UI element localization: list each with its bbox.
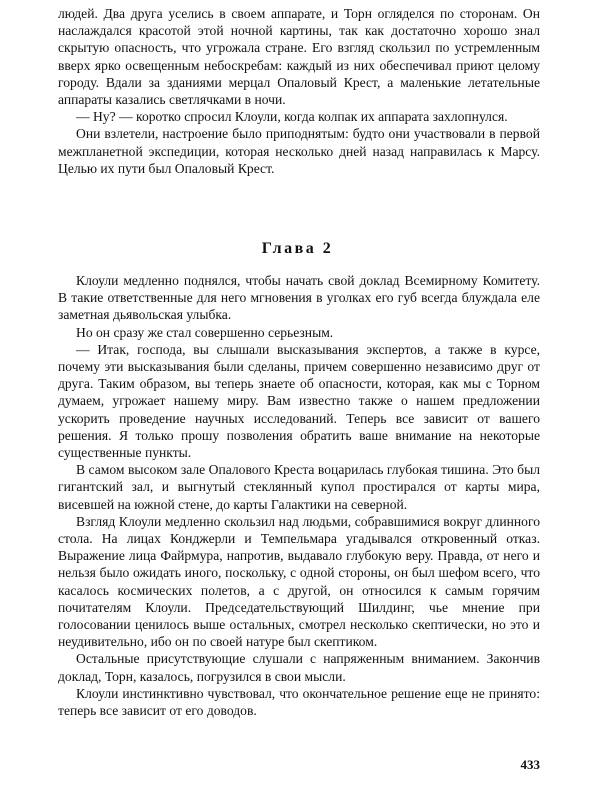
paragraph: В самом высоком зале Опалового Креста воцарилась глубокая тишина. Это был гигантский зал, и выгнутый стеклянный купол простирался от карты мира, висевшей на южной стене, до карты Галактики на северной. xyxy=(58,462,540,512)
page-number: 433 xyxy=(520,757,540,772)
chapter-text xyxy=(58,272,540,719)
paragraph: — Ну? — коротко спросил Клоули, когда колпак их аппарата захлопнулся. xyxy=(76,109,508,125)
paragraph: Клоули медленно поднялся, чтобы начать свой доклад Всемирному Комитету. В такие ответственные для него мгновения в уголках его губ всегда блуждала еле заметная дьявольская улыбка. xyxy=(58,273,540,323)
paragraph: Взгляд Клоули медленно скользил над людьми, собравшимися вокруг длинного стола. На лицах Конджерли и Темпельмара угадывался откровенный отказ. Выражение лица Файрмура, напротив, выдавало глубокую веру. Правда, от него и нельзя было ожидать иного, поскольку, с одной стороны, он был шефом всего, что касалось космических полетов, а с другой, он относился к самым горячим почитателям Клоули. Председательствующий Шилдинг, чье мнение при голосовании ценилось выше остальных, смотрел несколько скептически, но это и неудивительно, ибо он по своей натуре был скептиком. xyxy=(58,513,540,650)
paragraph: людей. Два друга уселись в своем аппарате, и Торн огляделся по сторонам. Он наслаждался красотой этой ночной картины, так как достаточно хорошо знал скрытую опасность, что угрожала стране. Его взгляд скользил по устремленным вверх ярко освещенным небоскребам: каждый из них обеспечивал приют целому городу. Вдали за зданиями мерцал Опаловый Крест, а маленькие летательные аппараты казались светлячками в ночи. xyxy=(58,6,540,108)
paragraph: Но он сразу же стал совершенно серьезным. xyxy=(76,324,334,340)
paragraph: Клоули инстинктивно чувствовал, что окончательное решение еще не принято: теперь все зависит от его доводов. xyxy=(58,685,540,719)
paragraph: Остальные присутствующие слушали с напряженным вниманием. Закончив доклад, Торн, казалось, погрузился в свои мысли. xyxy=(58,651,540,684)
chapter-heading: Глава 2 xyxy=(261,240,334,257)
paragraph: — Итак, господа, вы слышали высказывания экспертов, а также в курсе, почему эти высказывания были сделаны, причем совершенно независимо друг от друга. Таким образом, вы теперь знаете об опасности, которая, как мы с Торном думаем, угрожает нашему миру. Вам известно также о нашем предложении ускорить проведение научных исследований. Теперь все зависит от вашего решения. Я только прошу позволения обратить ваше внимание на некоторые существенные пункты. xyxy=(58,341,540,461)
paragraph: Они взлетели, настроение было приподнятым: будто они участвовали в первой межпланетной экспедиции, которая несколько дней назад направилась к Марсу. Целью их пути был Опаловый Крест. xyxy=(58,126,540,176)
text-before-chapter xyxy=(58,5,540,177)
